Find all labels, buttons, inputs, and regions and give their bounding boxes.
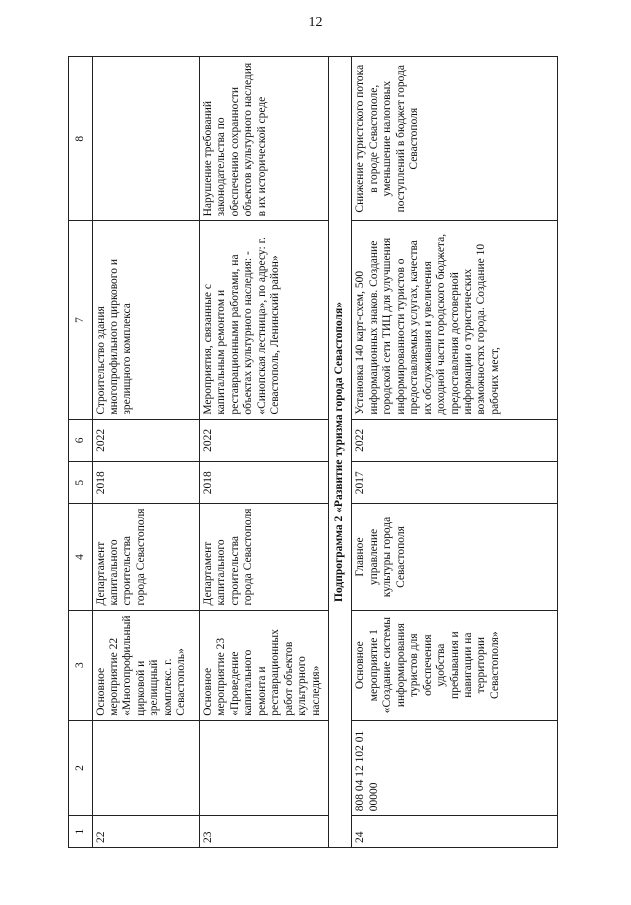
expected-result: Строительство здания многопрофильного циркового и зрелищного комплекса — [92, 221, 199, 419]
rotated-table-container — [68, 56, 558, 848]
start-year: 2018 — [92, 462, 199, 504]
end-year: 2022 — [92, 419, 199, 461]
header-row — [69, 57, 93, 848]
end-year: 2022 — [352, 419, 558, 461]
row-number: 23 — [199, 816, 328, 848]
expected-result: Установка 140 карт-схем, 500 информационных знаков. Создание городской сети ТИЦ для улучшения информированности туристов о предоставляемых услугах, качества их обслуживания и увеличения доходной части городского бюджета, предоставления достоверной информации о туристических возможностях города. Создание 10 рабочих мест, — [352, 221, 558, 419]
header-cell: 5 — [69, 462, 93, 504]
header-cell: 4 — [69, 504, 93, 610]
table-row — [92, 57, 199, 848]
budget-code — [199, 720, 328, 815]
measure-name: Основное мероприятие 23 «Проведение капитального ремонта и реставрационных работ объектов культурного наследия» — [199, 610, 328, 720]
header-cell: 2 — [69, 720, 93, 815]
row-number: 24 — [352, 816, 558, 848]
consequence: Нарушение требований законодательства по обеспечению сохранности объектов культурного наследия в их исторической среде — [199, 57, 328, 221]
header-cell: 1 — [69, 816, 93, 848]
page-number: 12 — [308, 15, 323, 30]
budget-code — [92, 720, 199, 815]
measure-name: Основное мероприятие 22 «Многопрофильный цирковой и зрелищный комплекс. г. Севастополь» — [92, 610, 199, 720]
measure-name: Основное мероприятие 1 «Создание системы информирования туристов для обеспечения удобства пребывания и навигации на территории Севастополя» — [352, 610, 558, 720]
measures-table — [68, 56, 558, 848]
consequence: Снижение туристского потока в городе Севастополе, уменьшение налоговых поступлений в бюджет города Севастополя — [352, 57, 558, 221]
executor: Департамент капитального строительства города Севастополя — [92, 504, 199, 610]
header-cell: 8 — [69, 57, 93, 221]
subprogram-row — [328, 57, 352, 848]
table-row — [199, 57, 328, 848]
start-year: 2017 — [352, 462, 558, 504]
table-row — [352, 57, 558, 848]
header-cell: 6 — [69, 419, 93, 461]
header-cell: 7 — [69, 221, 93, 419]
subprogram-title: Подпрограмма 2 «Развитие туризма города Севастополя» — [328, 57, 352, 848]
budget-code: 808 04 12 102 01 00000 — [352, 720, 558, 815]
row-number: 22 — [92, 816, 199, 848]
consequence — [92, 57, 199, 221]
start-year: 2018 — [199, 462, 328, 504]
executor: Главное управление культуры города Севастополя — [352, 504, 558, 610]
executor: Департамент капитального строительства города Севастополя — [199, 504, 328, 610]
expected-result: Мероприятия, связанные с капитальным ремонтом и реставрационными работами, на объектах культурного наследия: - «Синопская лестница», по адресу: г. Севастополь, Ленинский район» — [199, 221, 328, 419]
end-year: 2022 — [199, 419, 328, 461]
header-cell: 3 — [69, 610, 93, 720]
